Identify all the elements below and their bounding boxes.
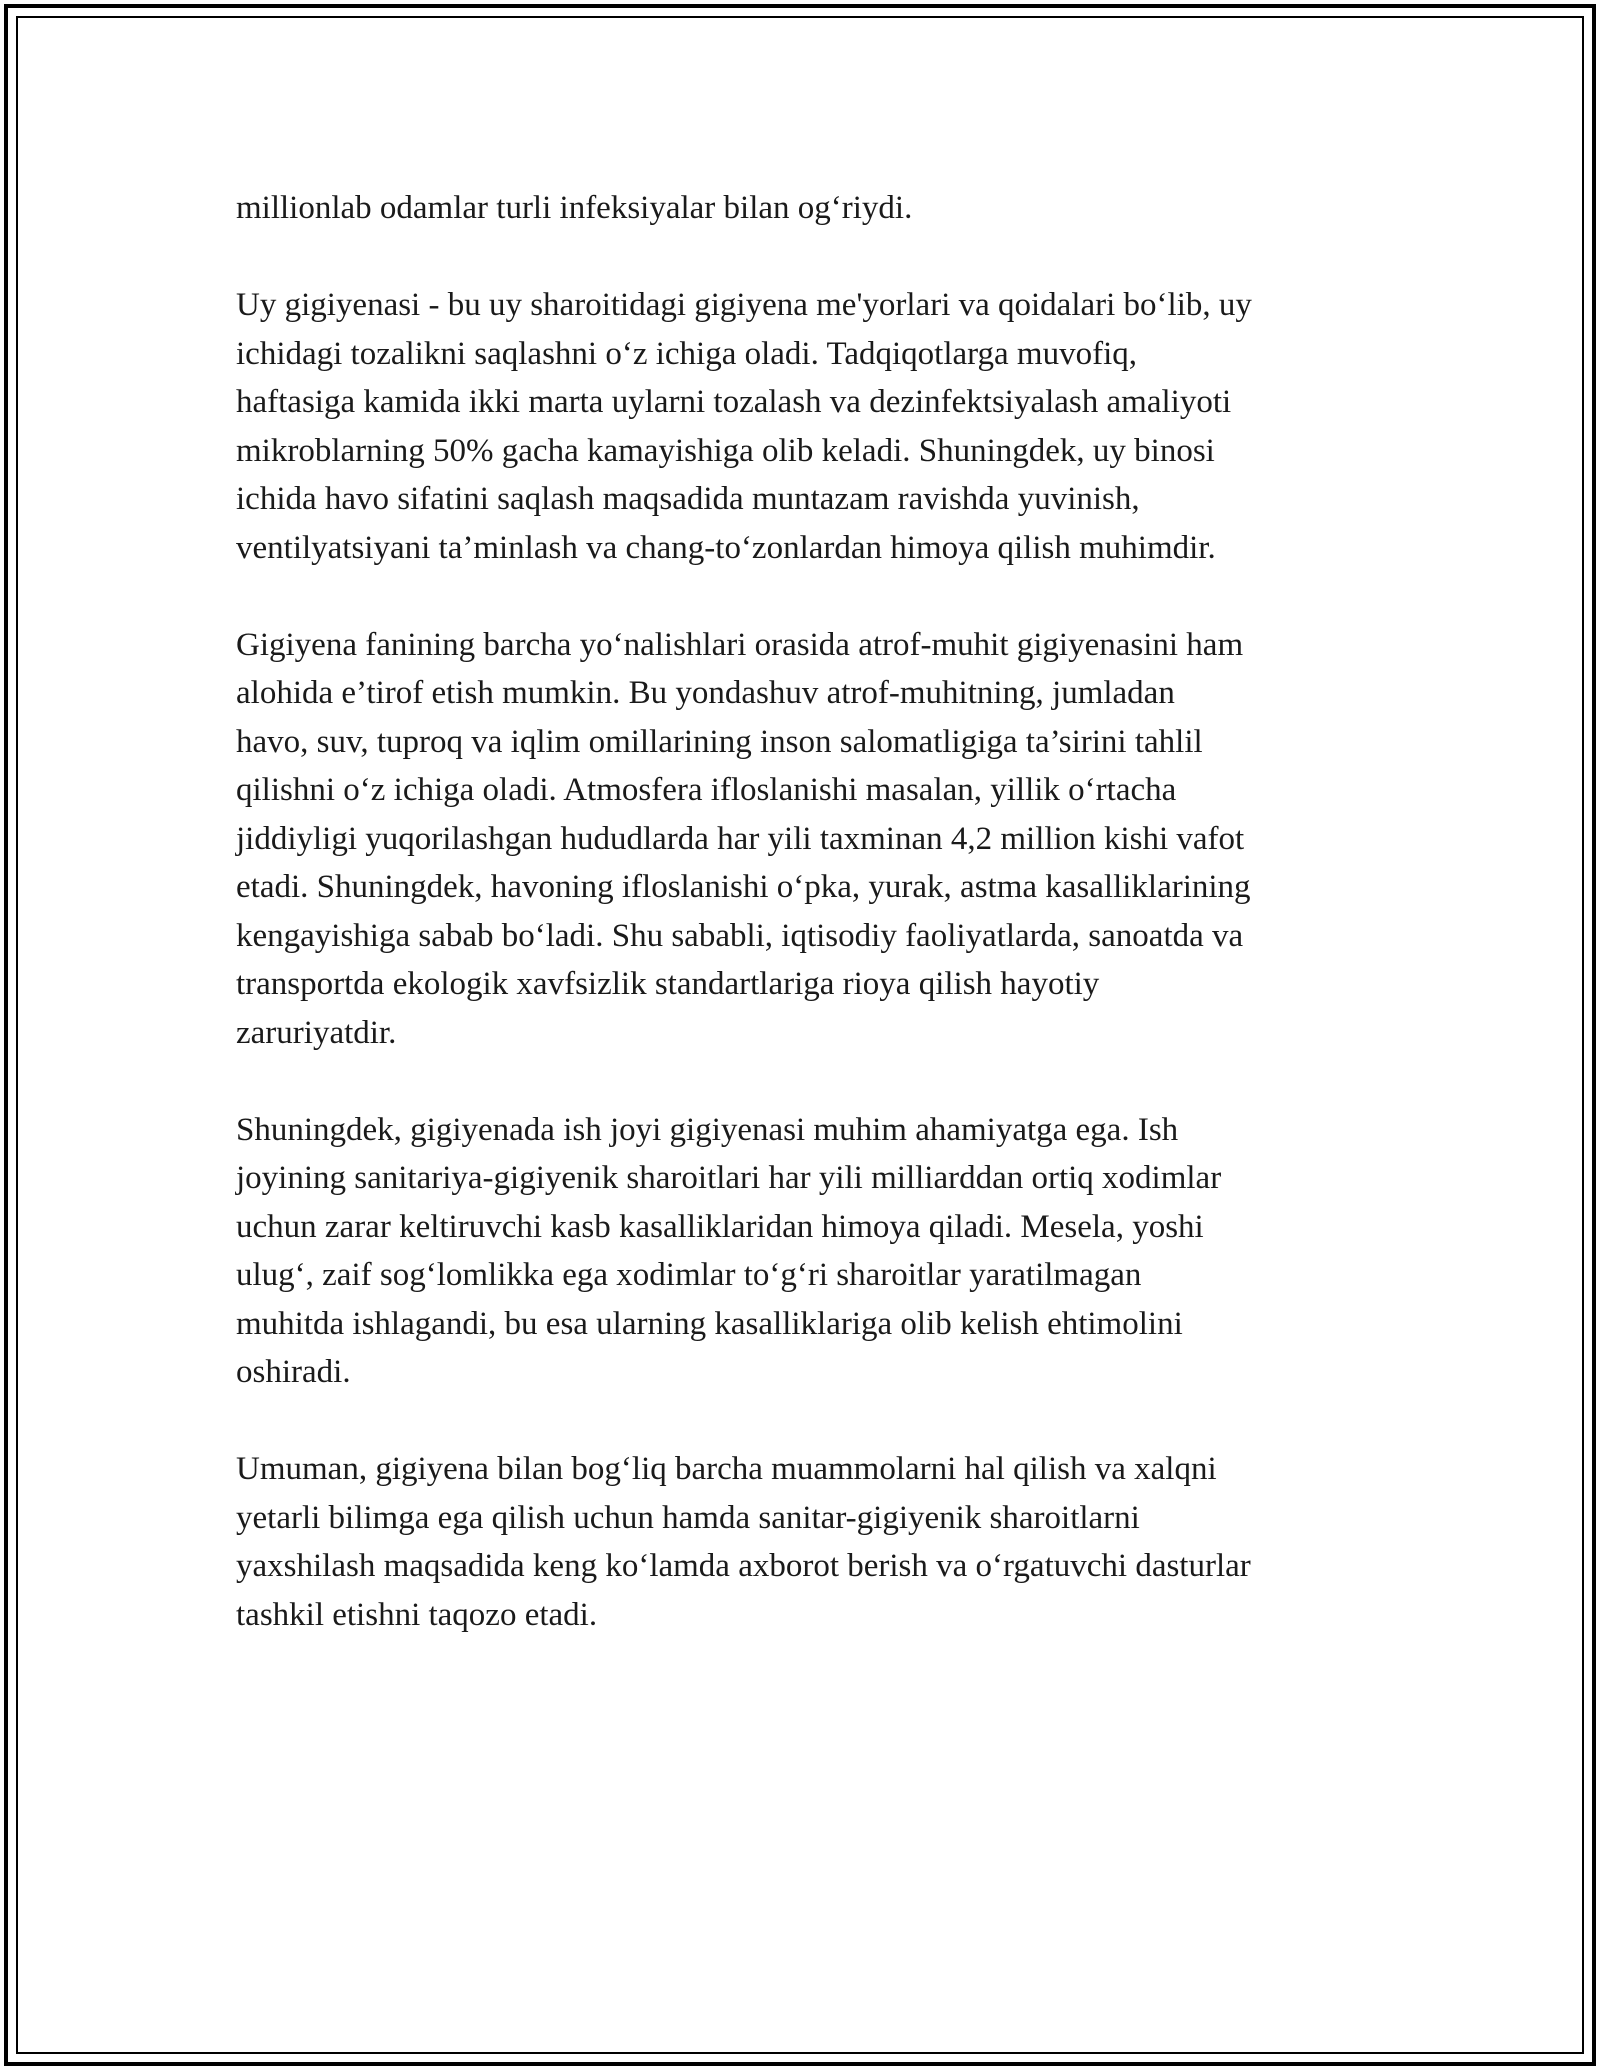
text-line: tashkil etishni taqozo etadi. <box>236 1596 598 1633</box>
text-line: joyining sanitariya-gigiyenik sharoitlari har yili milliarddan ortiq xodimlar <box>236 1160 1222 1196</box>
text-line: ichidagi tozalikni saqlashni o‘z ichiga oladi. Tadqiqotlarga muvofiq, <box>236 335 1138 372</box>
text-line: Uy gigiyenasi - bu uy sharoitidagi gigiyena me'yorlari va qoidalari bo‘lib, uy <box>236 287 1252 323</box>
paragraph-3 <box>236 621 1386 1058</box>
paragraph-2 <box>236 281 1386 572</box>
text-line: millionlab odamlar turli infeksiyalar bilan og‘riydi. <box>236 190 913 226</box>
text-line: yaxshilash maqsadida keng ko‘lamda axborot berish va o‘rgatuvchi dasturlar <box>236 1548 1251 1584</box>
text-line: muhitda ishlagandi, bu esa ularning kasalliklariga olib kelish ehtimolini <box>236 1305 1183 1342</box>
text-line: alohida e’tirof etish mumkin. Bu yondashuv atrof-muhitning, jumladan <box>236 675 1175 711</box>
text-line: transportda ekologik xavfsizlik standartlariga rioya qilish hayotiy <box>236 966 1100 1002</box>
text-line: Gigiyena fanining barcha yo‘nalishlari orasida atrof-muhit gigiyenasini ham <box>236 626 1244 663</box>
text-line: mikroblarning 50% gacha kamayishiga olib keladi. Shuningdek, uy binosi <box>236 432 1215 469</box>
text-line: ichida havo sifatini saqlash maqsadida muntazam ravishda yuvinish, <box>236 481 1140 517</box>
text-line: kengayishiga sabab bo‘ladi. Shu sababli, iqtisodiy faoliyatlarda, sanoatda va <box>236 917 1244 954</box>
paragraph-5 <box>236 1445 1386 1639</box>
paragraph-4 <box>236 1106 1386 1397</box>
text-line: haftasiga kamida ikki marta uylarni tozalash va dezinfektsiyalash amaliyoti <box>236 384 1232 420</box>
text-line: qilishni o‘z ichiga oladi. Atmosfera ifloslanishi masalan, yillik o‘rtacha <box>236 772 1177 808</box>
text-line: ventilyatsiyani ta’minlash va chang-to‘zonlardan himoya qilish muhimdir. <box>236 529 1216 566</box>
text-line: ulug‘, zaif sog‘lomlikka ega xodimlar to‘g‘ri sharoitlar yaratilmagan <box>236 1257 1142 1293</box>
text-line: Umuman, gigiyena bilan bog‘liq barcha muammolarni hal qilish va xalqni <box>236 1451 1217 1487</box>
text-line: Shuningdek, gigiyenada ish joyi gigiyenasi muhim ahamiyatga ega. Ish <box>236 1111 1179 1148</box>
text-line: yetarli bilimga ega qilish uchun hamda sanitar-gigiyenik sharoitlarni <box>236 1499 1140 1536</box>
text-line: havo, suv, tuproq va iqlim omillarining inson salomatligiga ta’sirini tahlil <box>236 723 1203 760</box>
text-line: etadi. Shuningdek, havoning ifloslanishi o‘pka, yurak, astma kasalliklarining <box>236 869 1251 905</box>
text-line: zaruriyatdir. <box>236 1014 397 1051</box>
text-line: uchun zarar keltiruvchi kasb kasalliklaridan himoya qiladi. Mesela, yoshi <box>236 1208 1204 1245</box>
document-body <box>236 184 1386 1688</box>
text-line: oshiradi. <box>236 1354 351 1390</box>
paragraph-1 <box>236 184 1386 233</box>
text-line: jiddiyligi yuqorilashgan hududlarda har yili taxminan 4,2 million kishi vafot <box>236 820 1245 857</box>
